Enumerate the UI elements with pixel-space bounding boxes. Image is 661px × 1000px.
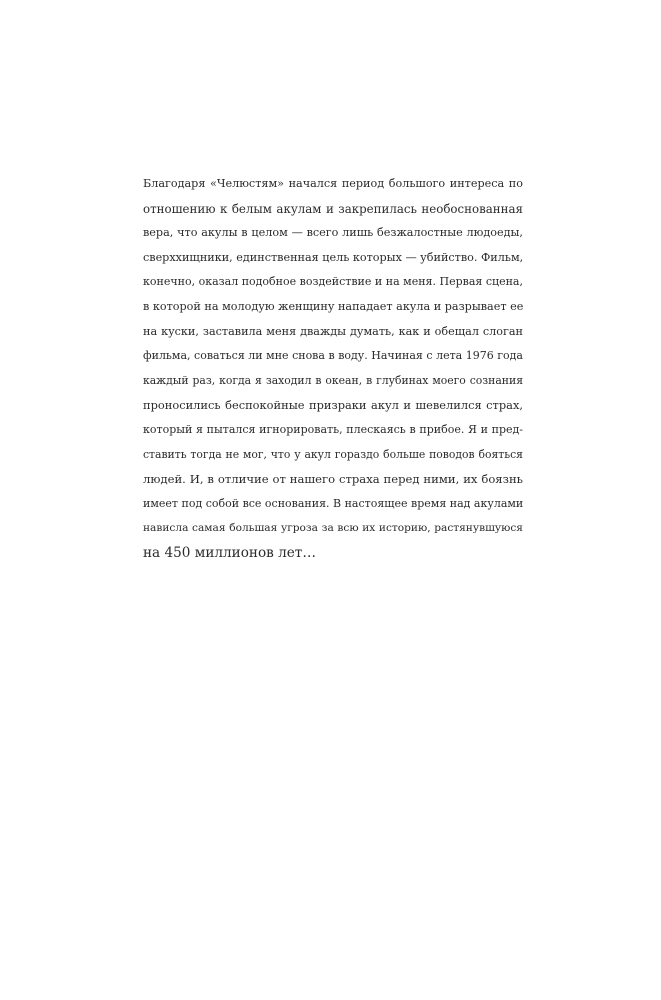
text-line: имеет под собой все основания. В настоящее время над акулами [143, 496, 523, 510]
text-line: людей. И, в отличие от нашего страха перед ними, их боязнь [143, 472, 523, 487]
text-line: отношению к белым акулам и закрепилась необоснованная [143, 201, 523, 216]
text-line: сверххищники, единственная цель которых — убийство. Фильм, [143, 250, 523, 264]
text-line: на куски, заставила меня дважды думать, как и обещал слоган [143, 324, 523, 338]
text-line: который я пытался игнорировать, плескаясь в прибое. Я и пред- [143, 422, 523, 436]
text-line: фильма, соваться ли мне снова в воду. Начиная с лета 1976 года [143, 349, 523, 363]
text-line: проносились беспокойные призраки акул и шевелился страх, [143, 398, 523, 413]
text-line: вера, что акулы в целом — всего лишь безжалостные людоеды, [143, 226, 523, 240]
text-line: ставить тогда не мог, что у акул гораздо больше поводов бояться [143, 447, 523, 461]
text-line: каждый раз, когда я заходил в океан, в глубинах моего сознания [143, 373, 523, 387]
body-paragraph [143, 172, 523, 566]
text-line: Благодаря «Челюстям» начался период большого интереса по [143, 177, 523, 190]
text-line: в которой на молодую женщину нападает акула и разрывает ее [143, 299, 523, 313]
text-line: нависла самая большая угроза за всю их историю, растянувшуюся [143, 522, 523, 535]
text-line: на 450 миллионов лет… [143, 544, 316, 561]
text-line: конечно, оказал подобное воздействие и на меня. Первая сцена, [143, 275, 523, 289]
